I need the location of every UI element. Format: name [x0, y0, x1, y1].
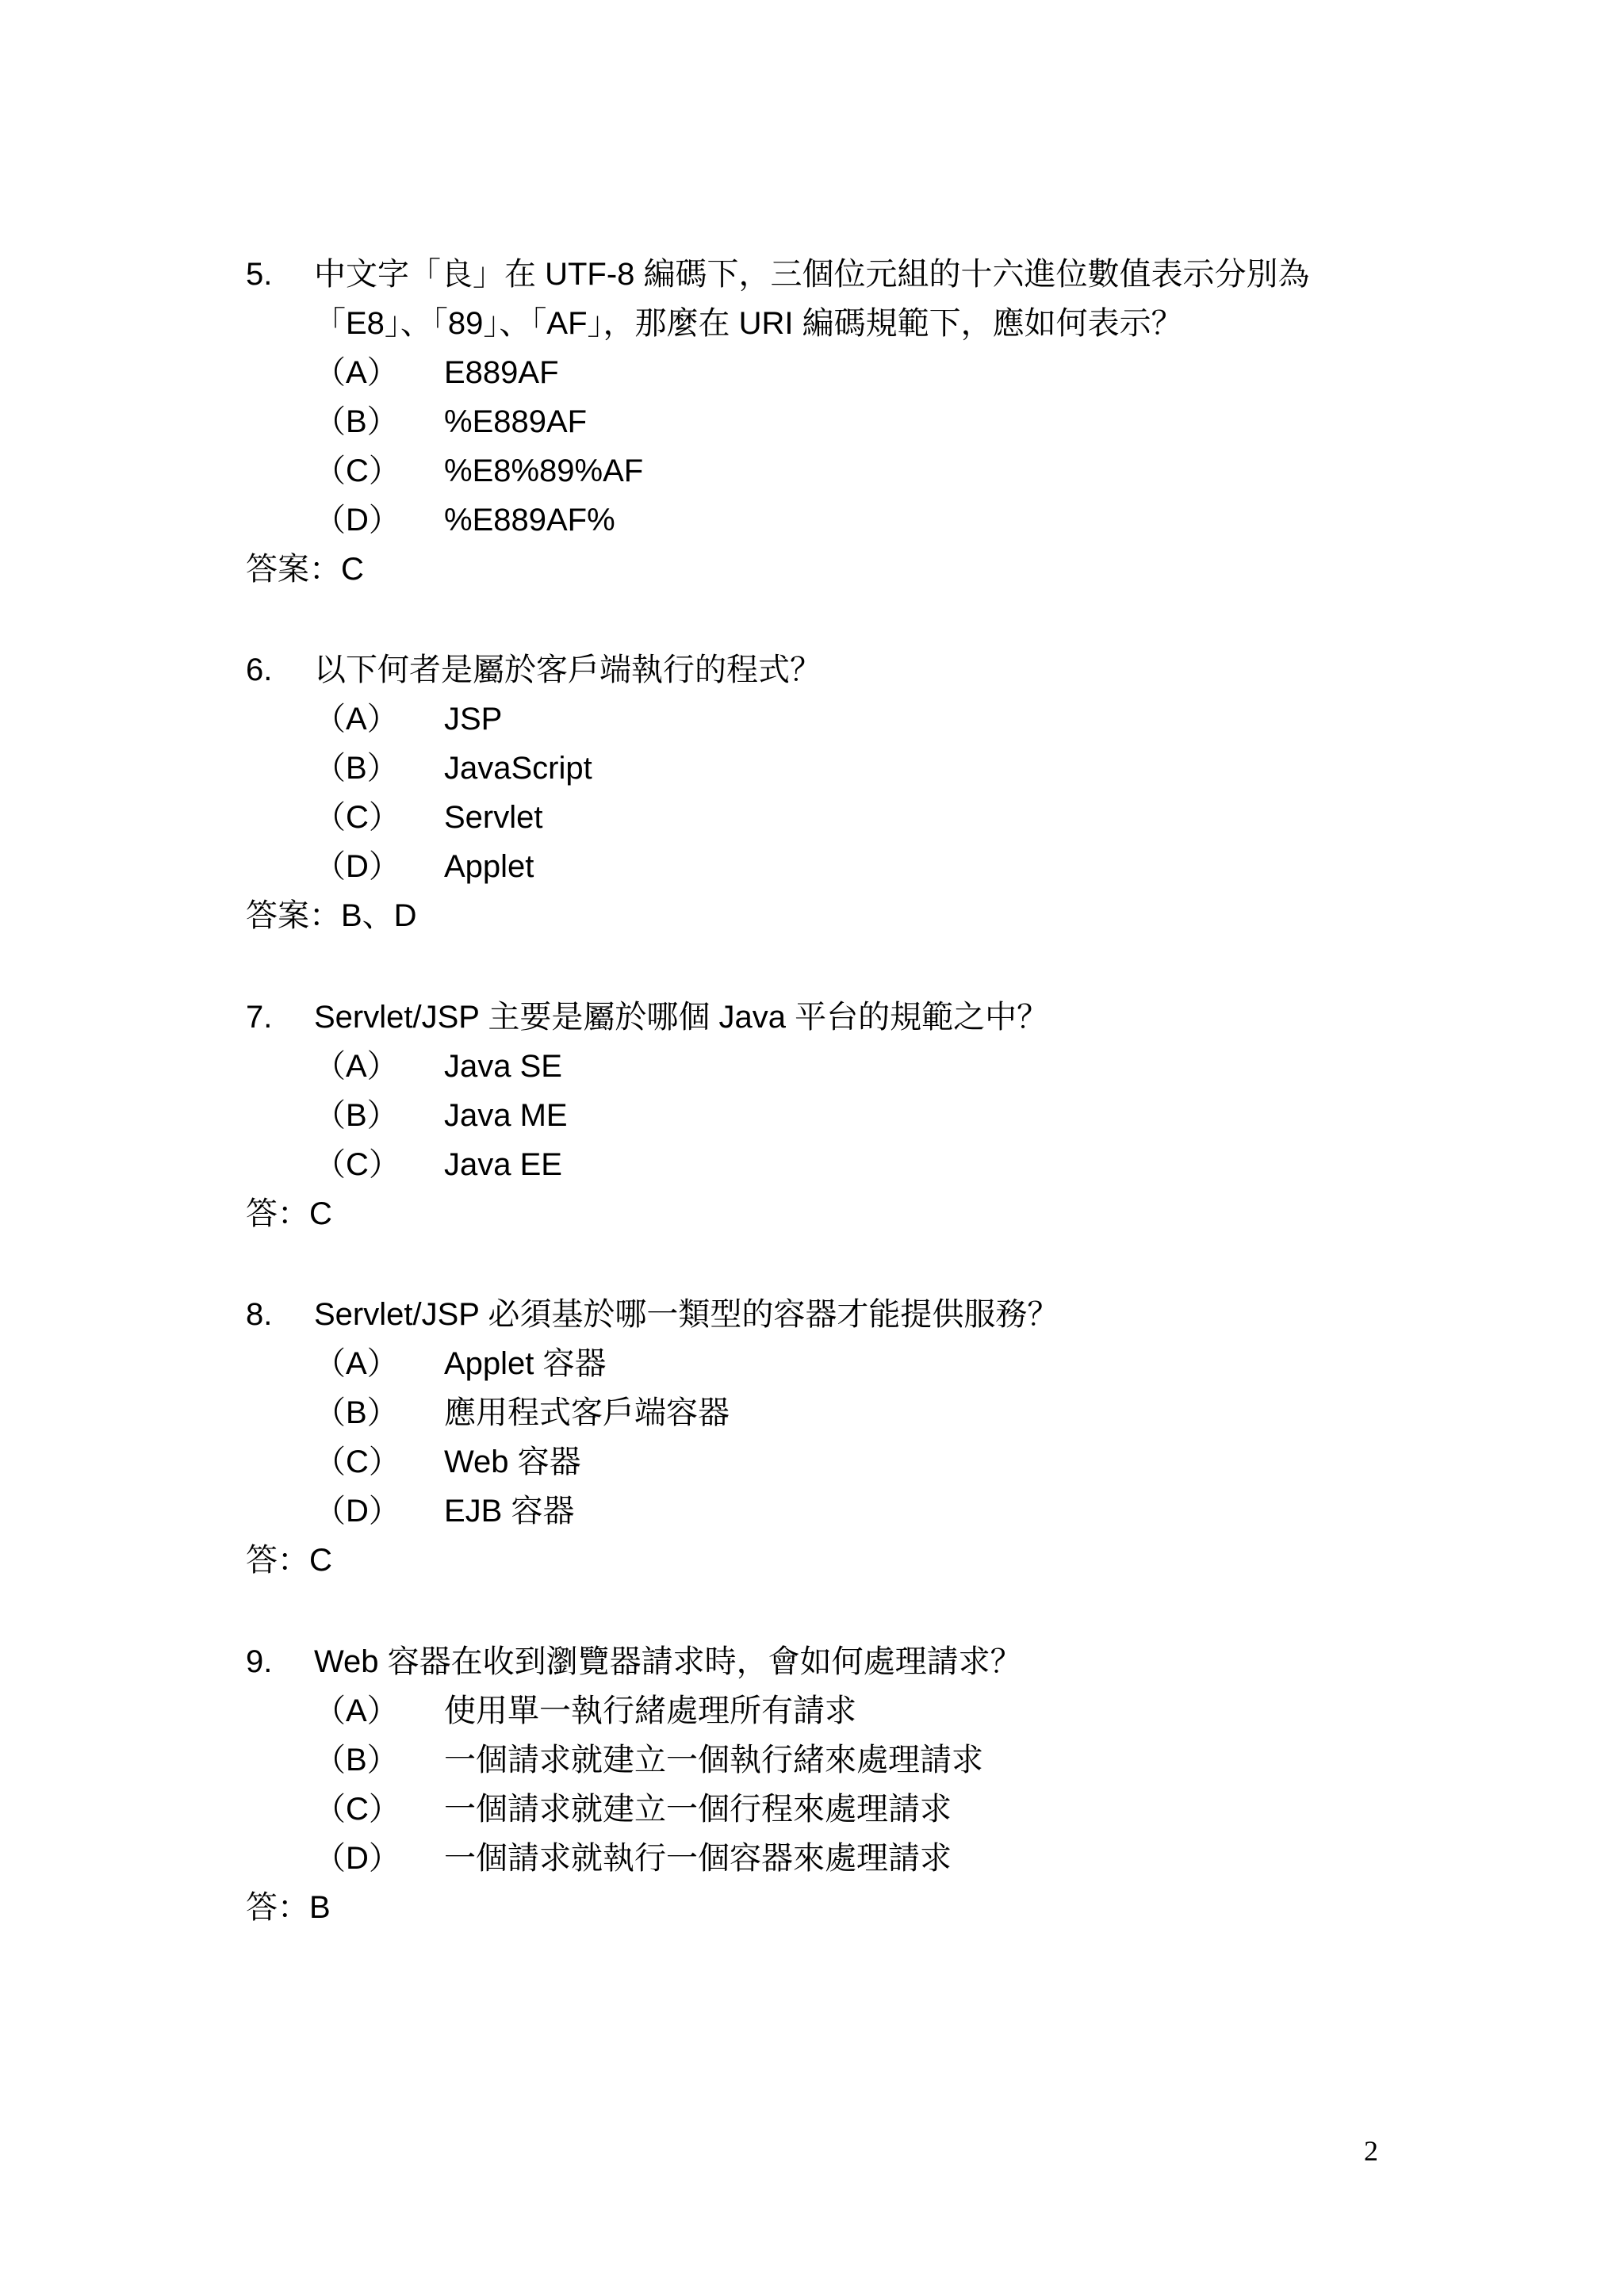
answer: 答：C — [246, 1196, 332, 1231]
question-number: 9. — [246, 1644, 273, 1679]
option-text: 應用程式客戶端容器 — [444, 1395, 730, 1430]
option-key: （C） — [314, 453, 400, 488]
option-key: （D） — [314, 1494, 400, 1529]
option-text: Applet — [444, 849, 534, 884]
option-key: （A） — [314, 1049, 399, 1084]
page-number: 2 — [1364, 2135, 1378, 2167]
option-key: （B） — [314, 1098, 399, 1133]
option-text: %E889AF% — [444, 503, 615, 538]
option-key: （D） — [314, 849, 400, 884]
option-c — [246, 793, 1404, 842]
question-7 — [246, 993, 1404, 1238]
option-text: Servlet — [444, 800, 543, 835]
option-text: 一個請求就建立一個行程來處理請求 — [444, 1792, 952, 1827]
answer: 答：C — [246, 1543, 332, 1578]
option-c — [246, 1437, 1404, 1487]
option-key: （B） — [314, 404, 399, 439]
option-a — [246, 348, 1404, 397]
question-number: 5. — [246, 257, 273, 292]
option-d — [246, 842, 1404, 891]
question-text: 中文字「良」在 UTF-8 編碼下，三個位元組的十六進位數值表示分別為 — [314, 257, 1310, 292]
option-text: Java ME — [444, 1098, 568, 1133]
option-key: （B） — [314, 751, 399, 786]
option-key: （A） — [314, 702, 399, 737]
option-b — [246, 744, 1404, 793]
question-text: 以下何者是屬於客戶端執行的程式？ — [314, 652, 822, 687]
option-text: Web 容器 — [444, 1445, 581, 1479]
option-key: （C） — [314, 800, 400, 835]
option-text: JSP — [444, 702, 503, 737]
option-c — [246, 1140, 1404, 1189]
question-number: 8. — [246, 1297, 273, 1332]
question-text: Web 容器在收到瀏覽器請求時，會如何處理請求？ — [314, 1644, 1022, 1679]
question-6 — [246, 645, 1404, 940]
question-number: 6. — [246, 652, 273, 687]
option-b — [246, 1091, 1404, 1140]
option-text: Applet 容器 — [444, 1346, 607, 1381]
option-key: （D） — [314, 503, 400, 538]
question-9 — [246, 1637, 1404, 1932]
question-text: Servlet/JSP 必須基於哪一類型的容器才能提供服務？ — [314, 1297, 1059, 1332]
option-text: 使用單一執行緒處理所有請求 — [444, 1693, 856, 1728]
option-d — [246, 1487, 1404, 1536]
option-text: Java EE — [444, 1147, 562, 1182]
option-b — [246, 1735, 1404, 1785]
question-text: 「E8」、「89」、「AF」，那麼在 URI 編碼規範下，應如何表示？ — [314, 306, 1183, 341]
option-key: （C） — [314, 1792, 400, 1827]
question-text: Servlet/JSP 主要是屬於哪個 Java 平台的規範之中？ — [314, 1000, 1049, 1035]
option-key: （B） — [314, 1743, 399, 1777]
option-text: E889AF — [444, 355, 559, 390]
option-key: （A） — [314, 355, 399, 390]
option-text: %E889AF — [444, 404, 588, 439]
option-d — [246, 1834, 1404, 1883]
option-d — [246, 496, 1404, 545]
option-b — [246, 1388, 1404, 1437]
option-text: Java SE — [444, 1049, 562, 1084]
option-text: EJB 容器 — [444, 1494, 575, 1529]
option-c — [246, 446, 1404, 496]
option-b — [246, 397, 1404, 446]
option-a — [246, 1339, 1404, 1388]
option-text: %E8%89%AF — [444, 453, 644, 488]
answer: 答案：C — [246, 552, 364, 587]
option-key: （A） — [314, 1693, 399, 1728]
answer: 答：B — [246, 1890, 331, 1925]
answer: 答案：B、D — [246, 898, 417, 933]
option-c — [246, 1785, 1404, 1834]
option-key: （C） — [314, 1147, 400, 1182]
question-5 — [246, 250, 1404, 594]
question-8 — [246, 1290, 1404, 1585]
option-key: （C） — [314, 1445, 400, 1479]
option-text: 一個請求就建立一個執行緒來處理請求 — [444, 1743, 983, 1777]
option-a — [246, 1042, 1404, 1091]
option-key: （A） — [314, 1346, 399, 1381]
option-a — [246, 1686, 1404, 1735]
question-number: 7. — [246, 1000, 273, 1035]
option-key: （B） — [314, 1395, 399, 1430]
option-text: JavaScript — [444, 751, 592, 786]
option-key: （D） — [314, 1841, 400, 1876]
option-a — [246, 695, 1404, 744]
option-text: 一個請求就執行一個容器來處理請求 — [444, 1841, 952, 1876]
